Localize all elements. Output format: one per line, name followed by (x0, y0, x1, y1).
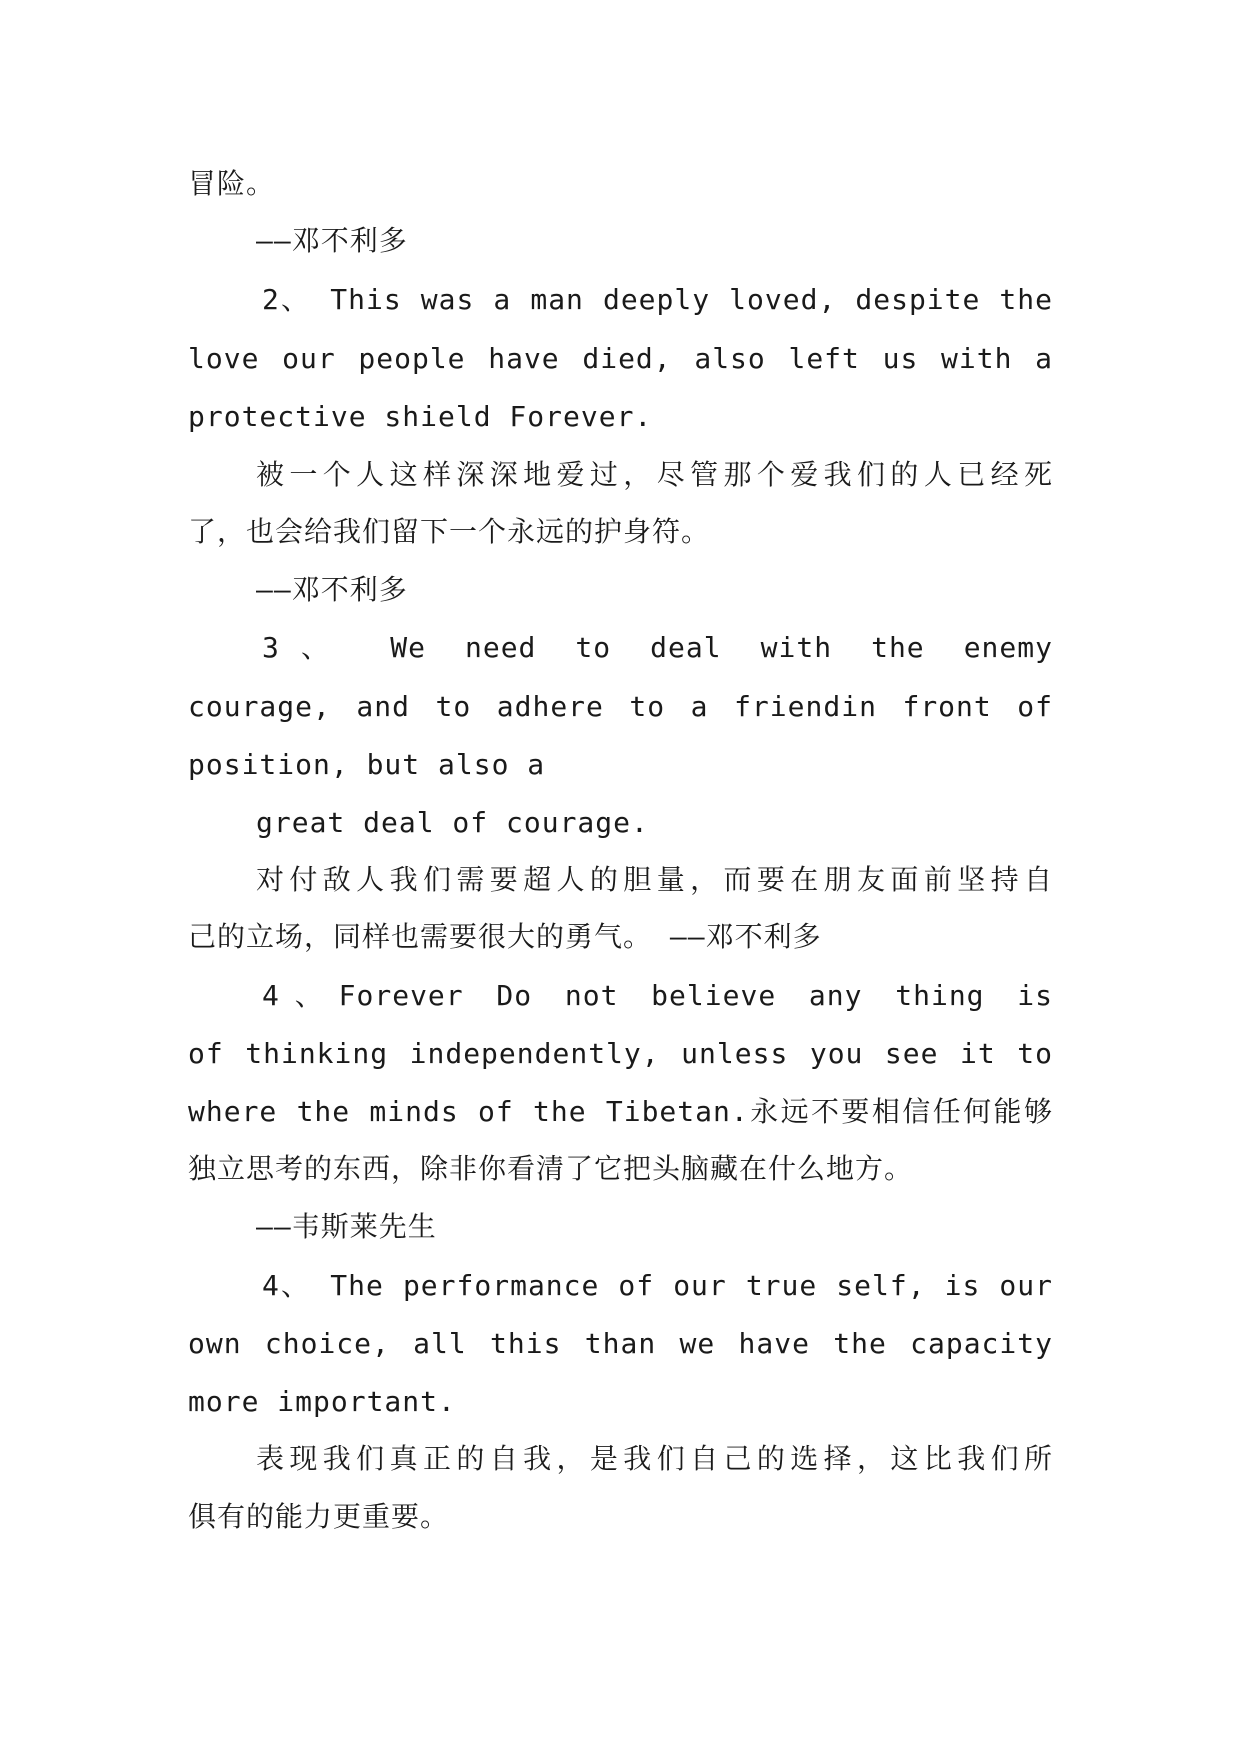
text-line: more important. (188, 1385, 456, 1418)
text-line: own choice, all this than we have the capacity (188, 1327, 1053, 1360)
text-line: 表现我们真正的自我，是我们自己的选择，这比我们所 (256, 1442, 1053, 1475)
text-line: where the minds of the Tibetan.永远不要相信任何能够 (188, 1095, 1053, 1128)
text-line: 了，也会给我们留下一个永远的护身符。 (188, 515, 711, 548)
text-line: 独立思考的东西，除非你看清了它把头脑藏在什么地方。 (188, 1152, 914, 1185)
attribution-line: ——韦斯莱先生 (256, 1210, 437, 1243)
attribution-line: ——邓不利多 (256, 573, 408, 606)
text-line: 对付敌人我们需要超人的胆量，而要在朋友面前坚持自 (256, 863, 1053, 896)
text-line: 己的立场，同样也需要很大的勇气。 ——邓不利多 (188, 920, 822, 953)
text-line: love our people have died, also left us with a (188, 342, 1053, 375)
text-line: protective shield Forever. (188, 400, 653, 433)
quote-number-line: 4、 The performance of our true self, is our (262, 1269, 1053, 1302)
text-line: courage, and to adhere to a friendin front of (188, 690, 1053, 723)
text-line: of thinking independently, unless you see it to (188, 1037, 1053, 1070)
text-line: 冒险。 (188, 167, 276, 200)
text-line: 俱有的能力更重要。 (188, 1500, 450, 1533)
attribution-line: ——邓不利多 (256, 224, 408, 257)
text-line: position, but also a (188, 748, 546, 781)
quote-number-line: 4、Forever Do not believe any thing is (262, 979, 1053, 1012)
quote-number-line: 2、 This was a man deeply loved, despite the (262, 283, 1053, 316)
text-line: 被一个人这样深深地爱过，尽管那个爱我们的人已经死 (256, 458, 1053, 491)
quote-number-line: 3、 We need to deal with the enemy (262, 631, 1053, 664)
text-line: great deal of courage. (256, 806, 649, 839)
